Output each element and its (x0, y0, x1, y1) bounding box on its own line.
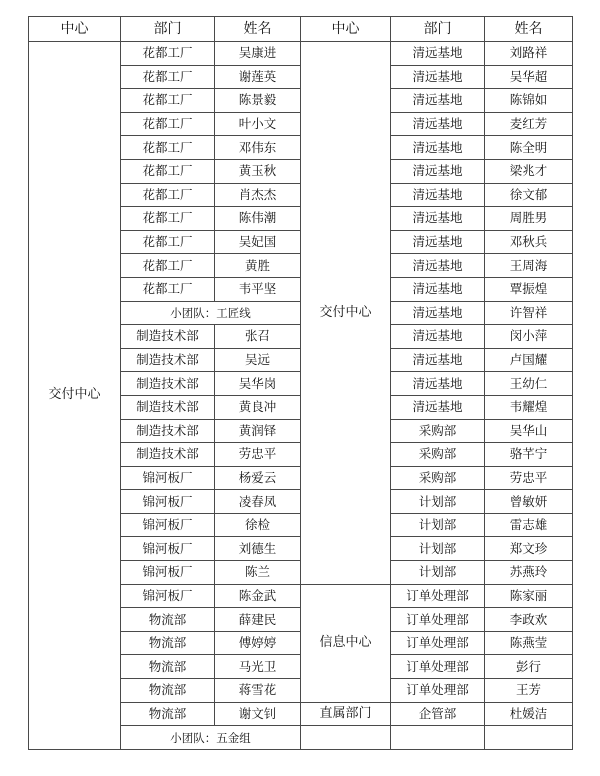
header-row (29, 17, 573, 42)
department-cell: 计划部 (391, 561, 485, 585)
right-center-cell: 信息中心 (301, 584, 391, 702)
department-cell: 计划部 (391, 537, 485, 561)
department-cell: 清远基地 (391, 395, 485, 419)
name-cell: 吴妃国 (215, 230, 301, 254)
department-cell: 制造技术部 (121, 325, 215, 349)
right-center-cell: 交付中心 (301, 42, 391, 585)
name-cell: 劳忠平 (485, 466, 573, 490)
name-cell: 徐检 (215, 513, 301, 537)
employee-roster-table (28, 16, 573, 750)
department-cell: 锦河板厂 (121, 584, 215, 608)
department-cell: 花都工厂 (121, 89, 215, 113)
department-cell: 计划部 (391, 490, 485, 514)
department-cell: 物流部 (121, 702, 215, 726)
department-cell: 清远基地 (391, 254, 485, 278)
name-cell: 吴华山 (485, 419, 573, 443)
department-cell: 清远基地 (391, 136, 485, 160)
name-cell: 王幼仁 (485, 372, 573, 396)
name-cell: 邓秋兵 (485, 230, 573, 254)
department-cell: 锦河板厂 (121, 537, 215, 561)
department-cell: 物流部 (121, 679, 215, 703)
left-header-department: 部门 (121, 17, 215, 42)
department-cell: 清远基地 (391, 277, 485, 301)
name-cell: 杜媛洁 (485, 702, 573, 726)
department-cell: 清远基地 (391, 42, 485, 66)
name-cell: 黄胜 (215, 254, 301, 278)
department-cell: 制造技术部 (121, 395, 215, 419)
name-cell: 谢莲英 (215, 65, 301, 89)
right-header-department: 部门 (391, 17, 485, 42)
name-cell: 王芳 (485, 679, 573, 703)
empty-cell (391, 726, 485, 750)
department-cell: 订单处理部 (391, 631, 485, 655)
name-cell: 彭行 (485, 655, 573, 679)
roster-body (29, 17, 573, 750)
name-cell: 吴华超 (485, 65, 573, 89)
department-cell: 清远基地 (391, 301, 485, 325)
department-cell: 花都工厂 (121, 254, 215, 278)
department-cell: 物流部 (121, 655, 215, 679)
name-cell: 韦平坚 (215, 277, 301, 301)
department-cell: 锦河板厂 (121, 513, 215, 537)
department-cell: 制造技术部 (121, 348, 215, 372)
name-cell: 梁兆才 (485, 159, 573, 183)
name-cell: 李政欢 (485, 608, 573, 632)
right-header-center: 中心 (301, 17, 391, 42)
department-cell: 清远基地 (391, 207, 485, 231)
name-cell: 苏燕玲 (485, 561, 573, 585)
name-cell: 雷志雄 (485, 513, 573, 537)
name-cell: 黄润铎 (215, 419, 301, 443)
name-cell: 陈景毅 (215, 89, 301, 113)
table-row (29, 42, 573, 66)
team-label: 小团队： (170, 305, 217, 320)
name-cell: 马光卫 (215, 655, 301, 679)
department-cell: 锦河板厂 (121, 466, 215, 490)
department-cell: 清远基地 (391, 159, 485, 183)
name-cell: 曾敏妍 (485, 490, 573, 514)
name-cell: 陈燕莹 (485, 631, 573, 655)
name-cell: 许智祥 (485, 301, 573, 325)
department-cell: 清远基地 (391, 230, 485, 254)
name-cell: 徐文郁 (485, 183, 573, 207)
name-cell: 陈金武 (215, 584, 301, 608)
name-cell: 张召 (215, 325, 301, 349)
right-header-name: 姓名 (485, 17, 573, 42)
department-cell: 采购部 (391, 466, 485, 490)
department-cell: 花都工厂 (121, 159, 215, 183)
name-cell: 覃振煌 (485, 277, 573, 301)
department-cell: 清远基地 (391, 65, 485, 89)
name-cell: 陈兰 (215, 561, 301, 585)
left-header-name: 姓名 (215, 17, 301, 42)
department-cell: 锦河板厂 (121, 490, 215, 514)
name-cell: 吴华岗 (215, 372, 301, 396)
name-cell: 陈全明 (485, 136, 573, 160)
name-cell: 陈锦如 (485, 89, 573, 113)
department-cell: 花都工厂 (121, 112, 215, 136)
name-cell: 刘德生 (215, 537, 301, 561)
left-header-center: 中心 (29, 17, 121, 42)
name-cell: 韦耀煌 (485, 395, 573, 419)
empty-cell (301, 726, 391, 750)
name-cell: 薛建民 (215, 608, 301, 632)
name-cell: 吴远 (215, 348, 301, 372)
name-cell: 骆芊宁 (485, 443, 573, 467)
department-cell: 采购部 (391, 419, 485, 443)
department-cell: 花都工厂 (121, 42, 215, 66)
name-cell: 叶小文 (215, 112, 301, 136)
department-cell: 花都工厂 (121, 277, 215, 301)
department-cell: 采购部 (391, 443, 485, 467)
name-cell: 谢文钊 (215, 702, 301, 726)
team-name: 工匠线 (216, 305, 251, 320)
department-cell: 制造技术部 (121, 419, 215, 443)
department-cell: 订单处理部 (391, 655, 485, 679)
name-cell: 蒋雪花 (215, 679, 301, 703)
empty-cell (485, 726, 573, 750)
left-center-cell: 交付中心 (29, 42, 121, 750)
department-cell: 订单处理部 (391, 608, 485, 632)
name-cell: 陈伟潮 (215, 207, 301, 231)
name-cell: 杨爱云 (215, 466, 301, 490)
department-cell: 花都工厂 (121, 230, 215, 254)
department-cell: 花都工厂 (121, 65, 215, 89)
department-cell: 制造技术部 (121, 443, 215, 467)
name-cell: 吴康进 (215, 42, 301, 66)
team-cell (121, 726, 301, 750)
department-cell: 锦河板厂 (121, 561, 215, 585)
department-cell: 订单处理部 (391, 584, 485, 608)
department-cell: 清远基地 (391, 348, 485, 372)
name-cell: 郑文珍 (485, 537, 573, 561)
department-cell: 花都工厂 (121, 136, 215, 160)
department-cell: 订单处理部 (391, 679, 485, 703)
department-cell: 花都工厂 (121, 207, 215, 231)
name-cell: 陈家丽 (485, 584, 573, 608)
name-cell: 黄良冲 (215, 395, 301, 419)
name-cell: 刘路祥 (485, 42, 573, 66)
team-label: 小团队： (170, 730, 217, 745)
name-cell: 王周海 (485, 254, 573, 278)
name-cell: 傅婷婷 (215, 631, 301, 655)
right-center-cell: 直属部门 (301, 702, 391, 726)
department-cell: 清远基地 (391, 325, 485, 349)
department-cell: 清远基地 (391, 183, 485, 207)
name-cell: 劳忠平 (215, 443, 301, 467)
name-cell: 邓伟东 (215, 136, 301, 160)
department-cell: 物流部 (121, 631, 215, 655)
team-name: 五金组 (216, 730, 251, 745)
name-cell: 周胜男 (485, 207, 573, 231)
department-cell: 清远基地 (391, 372, 485, 396)
department-cell: 物流部 (121, 608, 215, 632)
name-cell: 肖杰杰 (215, 183, 301, 207)
name-cell: 卢国耀 (485, 348, 573, 372)
department-cell: 计划部 (391, 513, 485, 537)
department-cell: 花都工厂 (121, 183, 215, 207)
department-cell: 清远基地 (391, 112, 485, 136)
department-cell: 清远基地 (391, 89, 485, 113)
department-cell: 制造技术部 (121, 372, 215, 396)
team-cell (121, 301, 301, 325)
department-cell: 企管部 (391, 702, 485, 726)
name-cell: 黄玉秋 (215, 159, 301, 183)
name-cell: 凌春凤 (215, 490, 301, 514)
name-cell: 麦红芳 (485, 112, 573, 136)
name-cell: 闵小萍 (485, 325, 573, 349)
